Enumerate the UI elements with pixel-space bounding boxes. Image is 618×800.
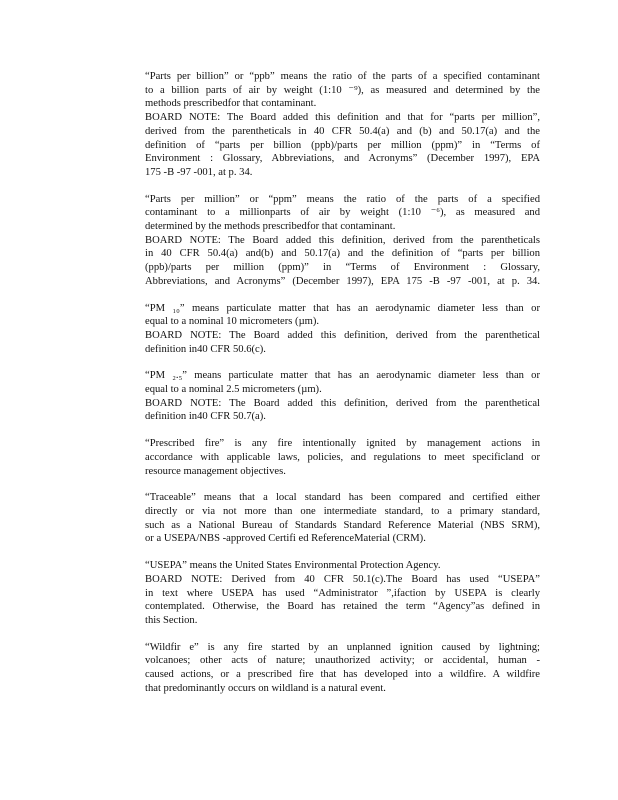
text-line: such as a National Bureau of Standards Standard Reference Material (NBS SRM), bbox=[145, 519, 540, 531]
definition-prescribed-fire bbox=[145, 437, 540, 478]
text-line: this Section. bbox=[145, 614, 198, 626]
text-line: directly or via not more than one intermediate standard, to a primary standard, bbox=[145, 505, 540, 517]
text-line: “Parts per billion” or “ppb” means the ratio of the parts of a specified contaminant bbox=[145, 71, 540, 82]
definition-usepa bbox=[145, 559, 540, 628]
text-line: caused actions, or a prescribed fire that has developed into a wildfire. A wildfire bbox=[145, 669, 540, 681]
text-line: “USEPA” means the United States Environmental Protection Agency. bbox=[145, 560, 441, 572]
text-line: definition in40 CFR 50.6(c). bbox=[145, 343, 266, 355]
text-line: contaminant to a millionparts of air by weight (1:10 ⁻⁶), as measured and bbox=[145, 207, 540, 219]
text-line: “Prescribed fire” is any fire intentionally ignited by management actions in bbox=[145, 438, 540, 450]
text-line: volcanoes; other acts of nature; unauthorized activity; or accidental, human - bbox=[145, 655, 540, 667]
text-line: accordance with applicable laws, policies, and regulations to meet specificland or bbox=[145, 451, 540, 463]
text-line: to a billion parts of air by weight (1:10 ⁻⁹), as measured and determined by the bbox=[145, 84, 540, 96]
text-line: derived from the parentheticals in 40 CFR 50.4(a) and (b) and 50.17(a) and the bbox=[145, 125, 540, 137]
text-line: in text where USEPA has used “Administrator ”,ifaction by USEPA is clearly bbox=[145, 587, 540, 599]
text-line: Environment : Glossary, Abbreviations, and Acronyms” (December 1997), EPA bbox=[145, 153, 540, 165]
definition-parts-per-million bbox=[145, 193, 540, 289]
text-line: BOARD NOTE: The Board added this definition and that for “parts per million”, bbox=[145, 112, 540, 124]
text-line: in 40 CFR 50.4(a) and(b) and 50.17(a) and the definition of “parts per billion bbox=[145, 248, 540, 260]
text-line: Abbreviations, and Acronyms” (December 1997), EPA 175 -B -97 -001, at p. 34. bbox=[145, 275, 540, 287]
text-line: that predominantly occurs on wildland is a natural event. bbox=[145, 682, 386, 694]
text-line: definition of “parts per billion (ppb)/parts per million (ppm)” in “Terms of bbox=[145, 139, 540, 151]
text-line: “Wildfir e” is any fire started by an unplanned ignition caused by lightning; bbox=[145, 641, 540, 653]
text-line: resource management objectives. bbox=[145, 465, 286, 477]
definition-wildfire bbox=[145, 641, 540, 696]
text-line: contemplated. Otherwise, the Board has retained the term “Agency”as defined in bbox=[145, 601, 540, 613]
text-line: determined by the methods prescribedfor that contaminant. bbox=[145, 221, 396, 233]
definition-parts-per-billion bbox=[145, 70, 540, 180]
definition-pm25 bbox=[145, 369, 540, 424]
definition-pm10 bbox=[145, 302, 540, 357]
text-line: “PM ₂.₅” means particulate matter that has an aerodynamic diameter less than or bbox=[145, 370, 540, 382]
definition-traceable bbox=[145, 491, 540, 546]
text-line: BOARD NOTE: The Board added this definition, derived from the parenthetical bbox=[145, 329, 540, 341]
text-line: definition in40 CFR 50.7(a). bbox=[145, 411, 266, 423]
text-line: “PM ₁₀” means particulate matter that has an aerodynamic diameter less than or bbox=[145, 302, 540, 314]
text-line: “Parts per million” or “ppm” means the ratio of the parts of a specified bbox=[145, 193, 540, 205]
document-page bbox=[145, 70, 540, 708]
text-line: methods prescribedfor that contaminant. bbox=[145, 98, 317, 110]
text-line: BOARD NOTE: Derived from 40 CFR 50.1(c).The Board has used “USEPA” bbox=[145, 573, 540, 585]
text-line: 175 -B -97 -001, at p. 34. bbox=[145, 166, 253, 178]
text-line: or a USEPA/NBS -approved Certifi ed ReferenceMaterial (CRM). bbox=[145, 533, 426, 545]
text-line: (ppb)/parts per million (ppm)” in “Terms of Environment : Glossary, bbox=[145, 262, 540, 274]
text-line: “Traceable” means that a local standard has been compared and certified either bbox=[145, 492, 540, 504]
text-line: equal to a nominal 2.5 micrometers (µm). bbox=[145, 384, 322, 396]
text-line: equal to a nominal 10 micrometers (µm). bbox=[145, 316, 320, 328]
text-line: BOARD NOTE: The Board added this definition, derived from the parenthetical bbox=[145, 397, 540, 409]
text-line: BOARD NOTE: The Board added this definition, derived from the parentheticals bbox=[145, 234, 540, 246]
